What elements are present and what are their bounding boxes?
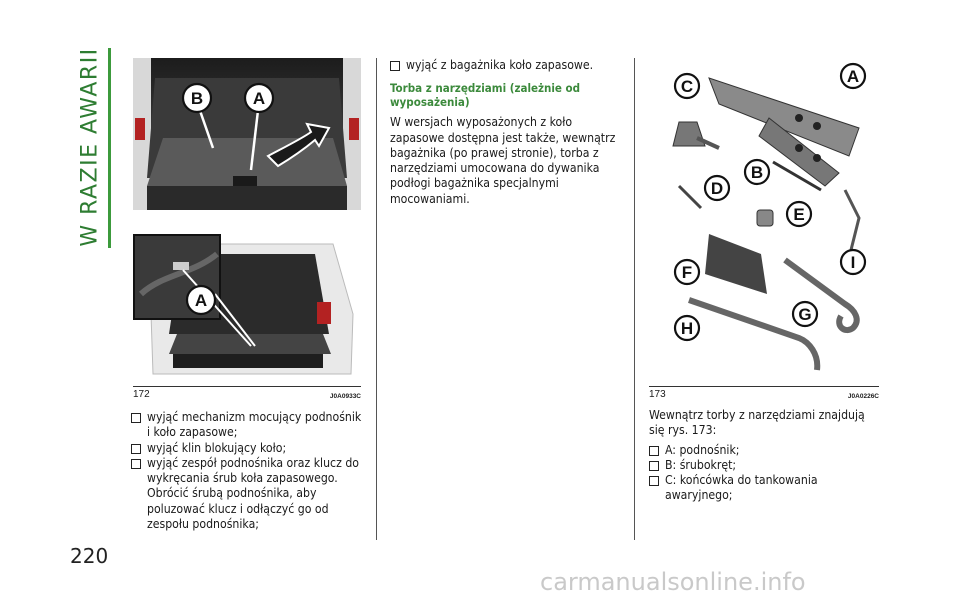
figure-173-code: J0A0226C — [847, 393, 879, 400]
bullet-box-icon — [131, 444, 141, 454]
watermark: carmanualsonline.info — [540, 568, 806, 596]
bullet-box-icon — [649, 446, 659, 456]
bullet-box-icon — [131, 413, 141, 423]
section-heading: Torba z narzędziami (zależnie od wyposażenia) — [390, 81, 581, 110]
page-number: 220 — [70, 544, 109, 568]
figure-172-caption — [133, 389, 361, 400]
body-paragraph: W wersjach wyposażonych z koło zapasowe dostępna jest także, wewnątrz bagażnika (po prawej stronie), torba z narzędziami umocowana do dywanika podłogi bagażnika specjalnymi mocowaniami. — [390, 115, 616, 206]
column-1-text — [131, 410, 367, 532]
figure-173-label-g: G — [798, 305, 812, 324]
figure-172-number: 172 — [133, 389, 150, 400]
figure-173-label-d: D — [710, 179, 724, 198]
figure-173-label-h: H — [680, 319, 694, 338]
list-item: wyjąć zespół podnośnika oraz klucz do wykręcania śrub koła zapasowego. Obrócić śrubą podnośnika, aby poluzować klucz i odłączyć go od zespołu podnośnika; — [131, 456, 367, 532]
figure-173-label-a: A — [846, 67, 860, 86]
section-rule — [108, 48, 111, 248]
bullet-box-icon — [131, 459, 141, 469]
list-item: wyjąć klin blokujący koło; — [131, 441, 367, 456]
figure-173-rule — [649, 386, 879, 387]
figure-173-photo — [649, 58, 879, 384]
figure-173-label-f: F — [681, 263, 693, 282]
section-title — [70, 47, 110, 247]
column-2-text — [390, 58, 625, 207]
intro-paragraph: Wewnątrz torby z narzędziami znajdują się rys. 173: — [649, 408, 865, 438]
figure-172-label-a: A — [194, 291, 208, 310]
figure-173-label-e: E — [793, 205, 805, 224]
figure-172-code: J0A0933C — [329, 393, 361, 400]
figure-172-rule — [133, 386, 361, 387]
figure-171-label-a: A — [252, 89, 266, 108]
column-divider-1 — [376, 58, 377, 540]
figure-173-label-c: C — [680, 77, 694, 96]
list-item: wyjąć z bagażnika koło zapasowe. — [390, 58, 625, 73]
figure-172-photo — [133, 234, 361, 386]
figure-173-number: 173 — [649, 389, 666, 400]
column-3-text — [649, 408, 881, 504]
bullet-box-icon — [390, 61, 400, 71]
bullet-box-icon — [649, 476, 659, 486]
list-item: C: końcówka do tankowania awaryjnego; — [649, 473, 881, 504]
list-item: wyjąć mechanizm mocujący podnośnik i koło zapasowe; — [131, 410, 367, 441]
section-title-text: W RAZIE AWARII — [77, 47, 103, 247]
figure-173-label-b: B — [750, 163, 764, 182]
list-item: B: śrubokręt; — [649, 458, 881, 473]
figure-171-label-b: B — [190, 89, 204, 108]
column-divider-2 — [634, 58, 635, 540]
list-item: A: podnośnik; — [649, 443, 881, 458]
figure-173-caption — [649, 389, 879, 400]
figure-171-photo — [133, 58, 361, 210]
figure-173-label-i: I — [850, 253, 856, 272]
bullet-box-icon — [649, 461, 659, 471]
